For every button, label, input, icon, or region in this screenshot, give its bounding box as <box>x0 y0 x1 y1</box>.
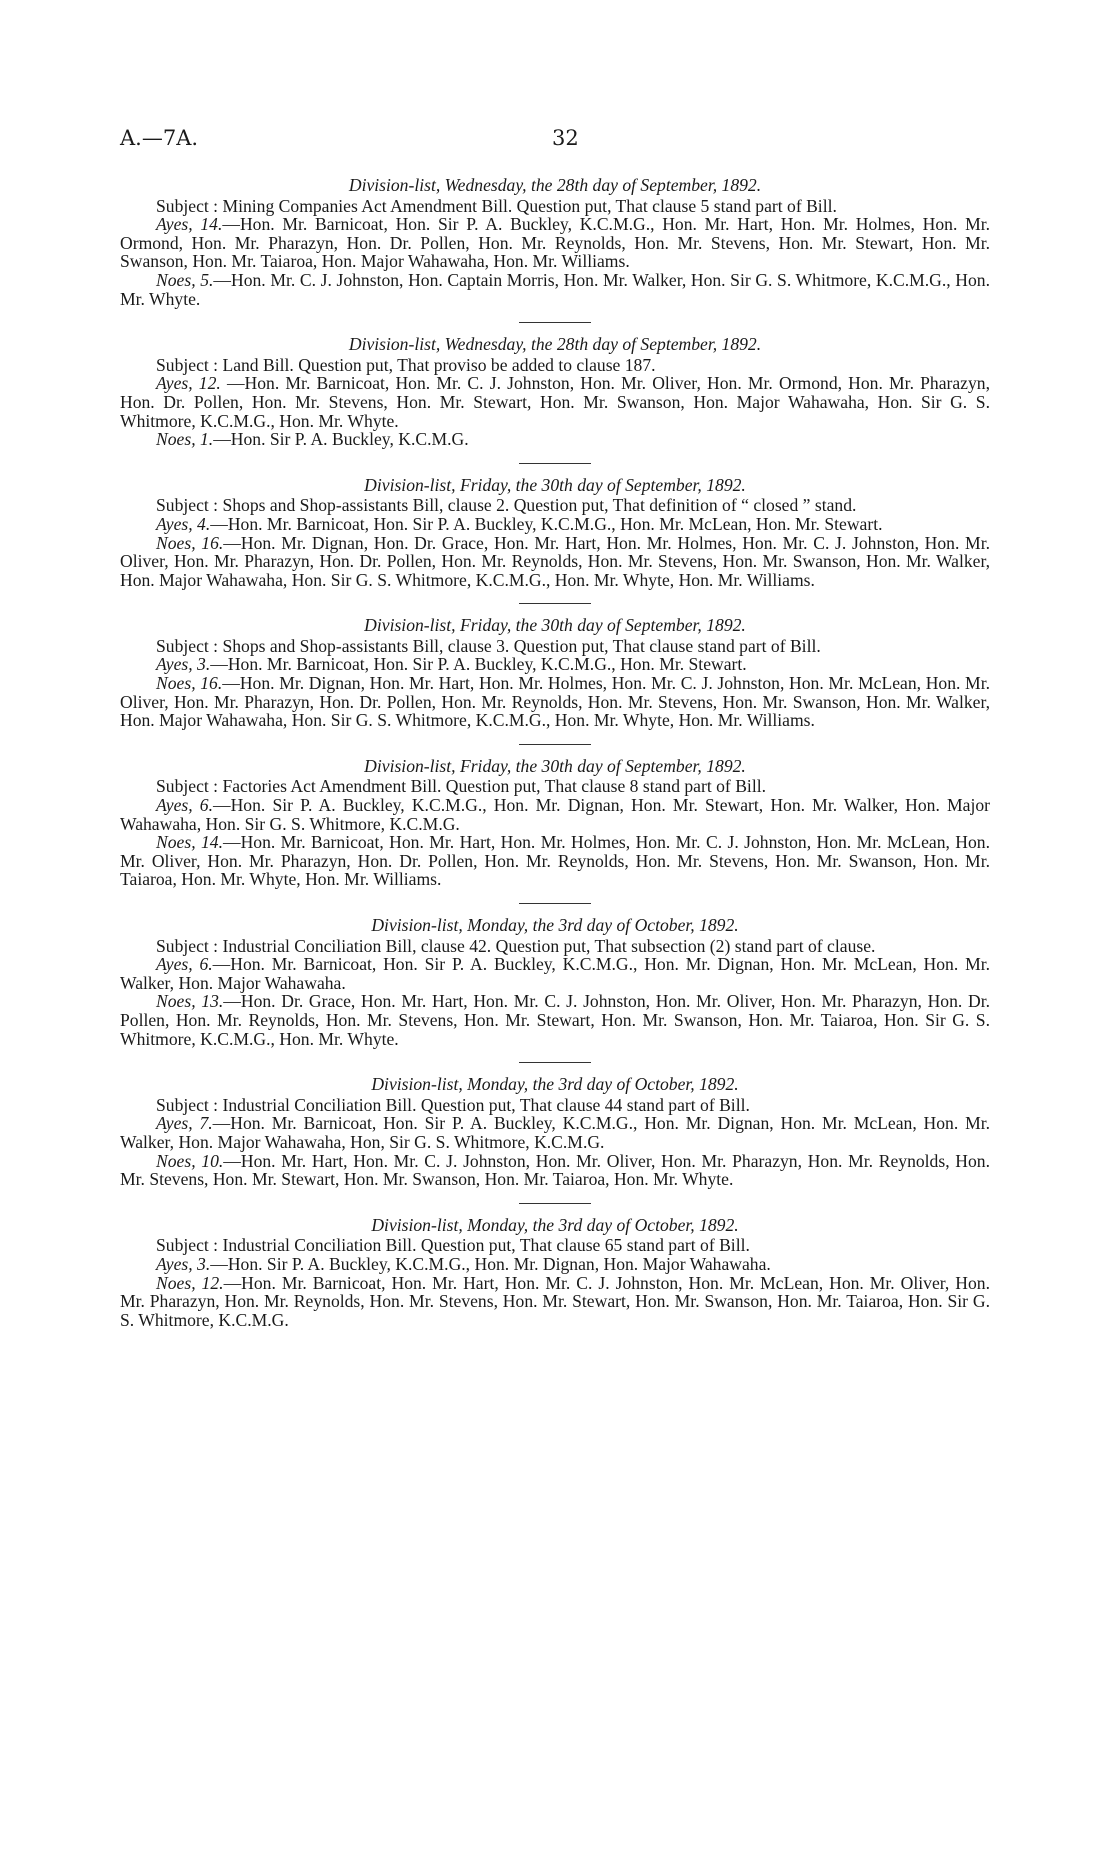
division-list <box>120 1216 990 1330</box>
division-list <box>120 476 990 590</box>
noes-names: —Hon. Mr. Barnicoat, Hon. Mr. Hart, Hon. Mr. C. J. Johnston, Hon. Mr. McLean, Hon. Mr. Oliver, Hon. Mr. Pharazyn, Hon. Mr. Reynolds, Hon. Mr. Stevens, Hon. Mr. Stewart, Hon. Mr. Swanson, Hon. Mr. Taiaroa, Hon. Sir G. S. Whitmore, K.C.M.G. <box>120 1272 990 1330</box>
ayes-label: Ayes, 4. <box>156 513 211 534</box>
noes-label: Noes, 12. <box>156 1272 224 1293</box>
division-list <box>120 1075 990 1189</box>
noes-label: Noes, 13. <box>156 991 224 1012</box>
division-lists <box>120 176 990 1329</box>
section-divider <box>519 1203 591 1204</box>
division-subject: Subject : Factories Act Amendment Bill. Question put, That clause 8 stand part of Bill. <box>156 776 766 797</box>
section-divider <box>519 903 591 904</box>
division-title: Division-list, Friday, the 30th day of September, 1892. <box>364 755 746 776</box>
noes-paragraph <box>120 1152 990 1189</box>
ayes-paragraph <box>120 1255 990 1274</box>
ayes-paragraph <box>120 955 990 992</box>
division-subject: Subject : Shops and Shop-assistants Bill, clause 3. Question put, That clause stand part of Bill. <box>156 635 821 656</box>
division-subject: Subject : Shops and Shop-assistants Bill, clause 2. Question put, That definition of “ closed ” stand. <box>156 495 857 516</box>
ayes-names: —Hon. Mr. Barnicoat, Hon. Sir P. A. Buckley, K.C.M.G., Hon. Mr. Dignan, Hon. Mr. McLean, Hon. Mr. Walker, Hon. Major Wahawaha. <box>120 954 990 993</box>
noes-names: —Hon. Mr. C. J. Johnston, Hon. Captain Morris, Hon. Mr. Walker, Hon. Sir G. S. Whitmore, K.C.M.G., Hon. Mr. Whyte. <box>120 269 990 309</box>
division-list <box>120 335 990 449</box>
division-subject: Subject : Industrial Conciliation Bill. Question put, That clause 65 stand part of Bill. <box>156 1235 750 1256</box>
ayes-names: —Hon. Mr. Barnicoat, Hon. Sir P. A. Buckley, K.C.M.G., Hon. Mr. Stewart. <box>210 654 747 675</box>
ayes-label: Ayes, 6. <box>156 954 213 975</box>
ayes-names: —Hon. Mr. Barnicoat, Hon. Sir P. A. Buckley, K.C.M.G., Hon. Mr. McLean, Hon. Mr. Stewart. <box>210 513 883 534</box>
division-subject: Subject : Mining Companies Act Amendment Bill. Question put, That clause 5 stand part of Bill. <box>156 195 837 216</box>
division-title: Division-list, Wednesday, the 28th day of September, 1892. <box>348 175 762 195</box>
ayes-label: Ayes, 7. <box>156 1113 213 1134</box>
ayes-paragraph <box>120 215 990 271</box>
ayes-names: —Hon. Sir P. A. Buckley, K.C.M.G., Hon. Mr. Dignan, Hon. Mr. Stewart, Hon. Mr. Walker, Hon. Major Wahawaha, Hon. Sir G. S. Whitmore, K.C.M.G. <box>120 795 990 834</box>
division-list <box>120 916 990 1048</box>
division-subject: Subject : Industrial Conciliation Bill. Question put, That clause 44 stand part of Bill. <box>156 1094 750 1115</box>
division-title: Division-list, Monday, the 3rd day of October, 1892. <box>371 915 739 935</box>
noes-paragraph <box>120 271 990 308</box>
noes-paragraph <box>120 992 990 1048</box>
ayes-label: Ayes, 14. <box>156 214 223 235</box>
noes-names: —Hon. Mr. Hart, Hon. Mr. C. J. Johnston, Hon. Mr. Oliver, Hon. Mr. Pharazyn, Hon. Mr. Reynolds, Hon. Mr. Stevens, Hon. Mr. Stewart, Hon. Mr. Swanson, Hon. Mr. Taiaroa, Hon. Mr. Whyte. <box>120 1150 990 1190</box>
noes-paragraph <box>120 430 990 449</box>
ayes-paragraph <box>120 796 990 833</box>
section-divider <box>519 603 591 604</box>
noes-paragraph <box>120 534 990 590</box>
noes-label: Noes, 16. <box>156 532 224 553</box>
division-title: Division-list, Friday, the 30th day of September, 1892. <box>364 615 746 636</box>
division-list <box>120 757 990 889</box>
division-title: Division-list, Monday, the 3rd day of October, 1892. <box>371 1214 739 1235</box>
ayes-label: Ayes, 3. <box>156 1253 211 1274</box>
ayes-paragraph <box>120 374 990 430</box>
division-title: Division-list, Wednesday, the 28th day of September, 1892. <box>348 334 762 355</box>
ayes-names: —Hon. Mr. Barnicoat, Hon. Sir P. A. Buckley, K.C.M.G., Hon. Mr. Hart, Hon. Mr. Holmes, Hon. Mr. Ormond, Hon. Mr. Pharazyn, Hon. Dr. Pollen, Hon. Mr. Reynolds, Hon. Mr. Stevens, Hon. Mr. Stewart, Hon. Mr. Swanson, Hon. Mr. Taiaroa, Hon. Major Wahawaha, Hon. Mr. Williams. <box>120 214 991 272</box>
section-divider <box>519 1062 591 1063</box>
division-title: Division-list, Friday, the 30th day of September, 1892. <box>364 474 746 495</box>
document-reference: A.—7A. <box>120 126 199 150</box>
noes-names: —Hon. Mr. Barnicoat, Hon. Mr. Hart, Hon. Mr. Holmes, Hon. Mr. C. J. Johnston, Hon. Mr. McLean, Hon. Mr. Oliver, Hon. Mr. Pharazyn, Hon. Dr. Pollen, Hon. Mr. Reynolds, Hon. Mr. Stevens, Hon. Mr. Swanson, Hon. Mr. Taiaroa, Hon. Mr. Whyte, Hon. Mr. Williams. <box>120 832 991 890</box>
noes-paragraph <box>120 1274 990 1330</box>
noes-label: Noes, 5. <box>156 269 214 290</box>
noes-paragraph <box>120 674 990 730</box>
noes-names: —Hon. Mr. Dignan, Hon. Dr. Grace, Hon. Mr. Hart, Hon. Mr. Holmes, Hon. Mr. C. J. Johnston, Hon. Mr. Oliver, Hon. Mr. Pharazyn, Hon. Dr. Pollen, Hon. Mr. Reynolds, Hon. Mr. Stevens, Hon. Mr. Swanson, Hon. Mr. Walker, Hon. Major Wahawaha, Hon. Sir G. S. Whitmore, K.C.M.G., Hon. Mr. Whyte, Hon. Mr. Williams. <box>120 532 990 590</box>
division-title: Division-list, Monday, the 3rd day of October, 1892. <box>371 1074 739 1095</box>
section-divider <box>519 463 591 464</box>
ayes-paragraph <box>120 1114 990 1151</box>
ayes-label: Ayes, 6. <box>156 795 213 816</box>
page-header <box>120 126 1000 156</box>
ayes-paragraph <box>120 655 990 674</box>
page-number: 32 <box>552 126 579 150</box>
section-divider <box>519 744 591 745</box>
noes-label: Noes, 16. <box>156 673 223 694</box>
noes-names: —Hon. Dr. Grace, Hon. Mr. Hart, Hon. Mr. C. J. Johnston, Hon. Mr. Oliver, Hon. Mr. Pharazyn, Hon. Dr. Pollen, Hon. Mr. Reynolds, Hon. Mr. Stevens, Hon. Mr. Stewart, Hon. Mr. Swanson, Hon. Mr. Taiaroa, Hon. Sir G. S. Whitmore, K.C.M.G., Hon. Mr. Whyte. <box>120 991 990 1049</box>
division-list <box>120 176 990 308</box>
section-divider <box>519 322 591 323</box>
ayes-paragraph <box>120 515 990 534</box>
noes-paragraph <box>120 833 990 889</box>
noes-label: Noes, 1. <box>156 429 214 450</box>
division-subject: Subject : Industrial Conciliation Bill, clause 42. Question put, That subsection (2) stand part of clause. <box>156 935 876 956</box>
noes-label: Noes, 10. <box>156 1150 224 1171</box>
ayes-names: —Hon. Mr. Barnicoat, Hon. Sir P. A. Buckley, K.C.M.G., Hon. Mr. Dignan, Hon. Mr. McLean, Hon. Mr. Walker, Hon. Major Wahawaha, Hon, Sir G. S. Whitmore, K.C.M.G. <box>120 1113 990 1152</box>
ayes-names: —Hon. Mr. Barnicoat, Hon. Mr. C. J. Johnston, Hon. Mr. Oliver, Hon. Mr. Ormond, Hon. Mr. Pharazyn, Hon. Dr. Pollen, Hon. Mr. Stevens, Hon. Mr. Stewart, Hon. Mr. Swanson, Hon. Major Wahawaha, Hon. Sir G. S. Whitmore, K.C.M.G., Hon. Mr. Whyte. <box>120 373 990 431</box>
ayes-names: —Hon. Sir P. A. Buckley, K.C.M.G., Hon. Mr. Dignan, Hon. Major Wahawaha. <box>210 1253 771 1274</box>
noes-names: —Hon. Sir P. A. Buckley, K.C.M.G. <box>213 429 469 450</box>
noes-label: Noes, 14. <box>156 832 223 853</box>
division-subject: Subject : Land Bill. Question put, That proviso be added to clause 187. <box>156 354 656 375</box>
ayes-label: Ayes, 12. <box>156 373 221 394</box>
ayes-label: Ayes, 3. <box>156 654 211 675</box>
division-list <box>120 616 990 730</box>
noes-names: —Hon. Mr. Dignan, Hon. Mr. Hart, Hon. Mr. Holmes, Hon. Mr. C. J. Johnston, Hon. Mr. McLean, Hon. Mr. Oliver, Hon. Mr. Pharazyn, Hon. Dr. Pollen, Hon. Mr. Reynolds, Hon. Mr. Stevens, Hon. Mr. Swanson, Hon. Mr. Walker, Hon. Major Wahawaha, Hon. Sir G. S. Whitmore, K.C.M.G., Hon. Mr. Whyte, Hon. Mr. Williams. <box>120 673 990 731</box>
